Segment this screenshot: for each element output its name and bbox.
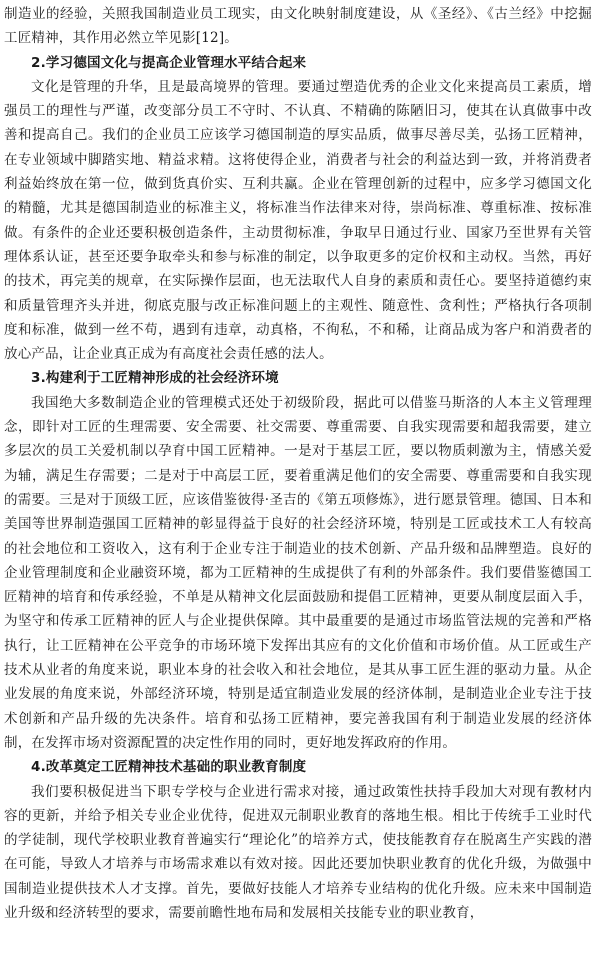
section-3-heading: 3.构建利于工匠精神形成的社会经济环境 xyxy=(31,370,279,387)
section-2-paragraph: 文化是管理的升华，且是最高境界的管理。要通过塑造优秀的企业文化来提高员工素质，增强员工的理性与严谨，改变部分员工不守时、不认真、不精确的陈陋旧习，使其在认真做事中改善和提高自己。我们的企业员工应该学习德国制造的厚实品质，做事尽善尽美，弘扬工匠精神，在专业领域中脚踏实地、精益求精。这将使得企业，消费者与社会的利益达到一致，并将消费者利益始终放在第一位，做到货真价实、互利共赢。企业在管理创新的过程中，应多学习德国文化的精髓，尤其是德国制造业的标准主义，将标准当作法律来对待，崇尚标准、尊重标准、按标准做。有条件的企业还要积极创造条件，主动贯彻标准，争取早日通过行业、国家乃至世界有关管理体系认证，甚至还要争取牵头和参与标准的制定，以争取更多的定价权和主动权。当然，再好的技术，再完美的规章，在实际操作层面，也无法取代人自身的素质和责任心。要坚持道德约束和质量管理齐头并进，彻底克服与改正标准问题上的主观性、随意性、贪利性；严格执行各项制度和标准，做到一丝不苟，遇到有违章，动真格，不徇私，不和稀，让商品成为客户和消费者的放心产品，让企业真正成为有高度社会责任感的法人。 xyxy=(4,78,592,363)
section-3-paragraph: 我国绝大多数制造企业的管理模式还处于初级阶段，据此可以借鉴马斯洛的人本主义管理理念，即针对工匠的生理需要、安全需要、社交需要、尊重需要、自我实现需要和超我需要，建立多层次的员工关爱机制以孕育中国工匠精神。一是对于基层工匠，要以物质刺激为主，情感关爱为辅，满足生存需要；二是对于中高层工匠，要着重满足他们的安全需要、尊重需要和自我实现的需要。三是对于顶级工匠，应该借鉴彼得·圣吉的《第五项修炼》，进行愿景管理。德国、日本和美国等世界制造强国工匠精神的彰显得益于良好的社会经济环境，特别是工匠或技术工人有较高的社会地位和工资收入，这有利于企业专注于制造业的技术创新、产品升级和品牌塑造。良好的企业管理制度和企业融资环境，都为工匠精神的生成提供了有利的外部条件。我们要借鉴德国工匠精神的培育和传承经验，不单是从精神文化层面鼓励和提倡工匠精神，更要从制度层面入手，为坚守和传承工匠精神的匠人与企业提供保障。其中最重要的是通过市场监管法规的完善和严格执行，让工匠精神在公平竞争的市场环境下发挥出其应有的文化价值和市场价值。从工匠或生产技术从业者的角度来说，职业本身的社会收入和社会地位，是其从事工匠生涯的驱动力量。从企业发展的角度来说，外部经济环境，特别是适宜制造业发展的经济体制，是制造业企业专注于技术创新和产品升级的先决条件。培育和弘扬工匠精神，要完善我国有利于制造业发展的经济体制，在发挥市场对资源配置的决定性作用的同时，更好地发挥政府的作用。 xyxy=(4,394,592,751)
section-4-paragraph: 我们要积极促进当下职专学校与企业进行需求对接，通过政策性扶持手段加大对现有教材内容的更新，并给予相关专业企业优待，促进双元制职业教育的落地生根。相比于传统手工业时代的学徒制，现代学校职业教育普遍实行“理论化”的培养方式，使技能教育存在脱离生产实践的潜在可能，导致人才培养与市场需求难以有效对接。因此还要加快职业教育的优化升级，为做强中国制造业提供技术人才支撑。首先，要做好技能人才培养专业结构的优化升级。应未来中国制造业升级和经济转型的要求，需要前瞻性地布局和发展相关技能专业的职业教育， xyxy=(4,783,592,921)
intro-continuation-paragraph: 制造业的经验，关照我国制造业员工现实，由文化映射制度建设，从《圣经》、《古兰经》中挖掘工匠精神，其作用必然立竿见影[12]。 xyxy=(4,6,592,47)
section-2-heading: 2.学习德国文化与提高企业管理水平结合起来 xyxy=(31,54,307,71)
section-3 xyxy=(4,366,592,755)
section-4-heading: 4.改革奠定工匠精神技术基础的职业教育制度 xyxy=(31,759,307,776)
section-2 xyxy=(4,51,592,367)
section-4 xyxy=(4,755,592,925)
